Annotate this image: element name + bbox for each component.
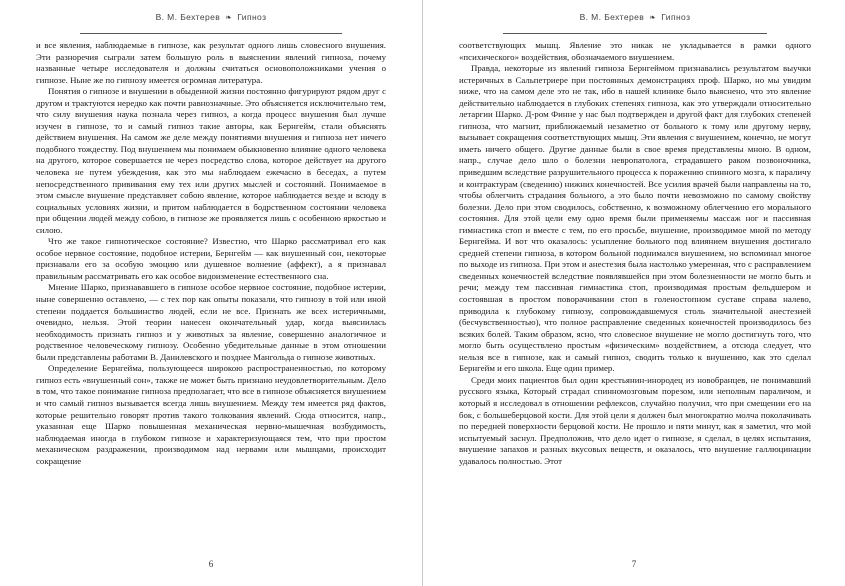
paragraph: Правда, некоторые из явлений гипноза Бернгеймом признавались результатом выучки истеричных в Сальпетриере при постоянных демонстрациях проф. Шарко, но мы увидим ниже, что на самом деле это не так, ибо в нашей клинике было выяснено, что это явление действительно наблюдается в глубоких степенях гипноза, как это утверждали относительно летаргии Шарко. Д-ром Финне у нас был подтвержден и другой факт для глубоких степеней гипноза, что магнит, приближаемый незаметно от больного к тому или другому нерву, вызывает сокращения соответствующих мышц. Эти явления с внушением, конечно, не могут иметь ничего общего. Другие данные были в свое время представлены мною. В одном, напр., случае дело шло о болезни невропатолога, страдавшего раком позвоночника, приведшим вследствие разрушительного процесса к поражению спинного мозга, к параличу и контрактурам (сведению) нижних конечностей. Все усилия врачей были направлены на то, чтобы облегчить страдания больного, а это было почти невозможно по самому свойству болезни. Дело при этом сводилось, собственно, к возможному облегчению его морального состояния. Для этой цели ему одно время были применяемы массаж ног и пассивная гимнастика стоп и вместе с тем, по его просьбе, внушение, производимое мной по методу Бернгейма. И вот что оказалось: усыпление больного под влиянием внушения достигало средней степени гипноза, в котором больной поднимался внушением, но вспоминал многое по выходе из гипноза. При этом и анестезия была настолько умеренная, что с расправлением сведенных конечностей вследствие появлявшейся при этом болезненности не могло быть и речи; между тем пассивная гимнастика стоп, производимая простым фельдшером и состоявшая в простом поворачивании стоп в голеностопном суставе справа налево, приводила к глубокому гипнозу, сопровождавшемуся столь значительной анестезией (бесчувственностью), что полное расправление сведенных конечностей производилось без всяких болей. Таким образом, ясно, что словесное внушение не могло достигнуть того, что могло быть осуществлено простым «физическим» воздействием, а отсюда следует, что нельзя все в гипнозе, как и самый гипноз, сводить только к внушению, как это сделал Бернгейм и его школа. Еще один пример. bbox=[459, 63, 811, 374]
paragraph: Определение Бернгейма, пользующееся широкою распространенностью, по которому гипноз есть «внушенный сон», также не может быть признано неудовлетворительным. Дело в том, что такое понимание гипноза предполагает, что все в гипнозе объясняется внушением и что самый гипноз вызывается всегда лишь внушением. Между тем имеется ряд фактов, которые решительно говорят против такого толкования явлений. Сюда относится, напр., указанная еще Шарко повышенная механическая нервно-мышечная возбудимость, наблюдаемая иногда в глубоком гипнозе и характеризующаяся тем, что при простом механическом раздражении, производимом над нервами или мышцами, происходит сокращение bbox=[36, 363, 386, 466]
page-number-left: 6 bbox=[208, 559, 214, 569]
paragraph: Что же такое гипнотическое состояние? Известно, что Шарко рассматривал его как особое нервное состояние, подобное истерии, Бернгейм — как внушенный сон, некоторые признавали его за особую эмоцию или душевное волнение (аффект), а я признавал правильным рассматривать его как особое видоизменение естественного сна. bbox=[36, 236, 386, 281]
right-page bbox=[423, 0, 845, 586]
paragraph: Мнение Шарко, признававшего в гипнозе особое нервное состояние, подобное истерии, ныне совершенно оставлено, — с тех пор как опыты показали, что гипнозу в той или иной степени поддается большинство людей, если не все. Признать же всех истеричными, очевидно, нельзя. Этой теории нанесен окончательный удар, когда выяснилась необходимость признать гипноз и у животных за явление, совершенно аналогичное и родственное человеческому гипнозу. Особенно убедительные данные в этом отношении были представлены работами В. Данилевского и позднее Мангольда о гипнозе животных. bbox=[36, 282, 386, 362]
header-title: Гипноз bbox=[237, 12, 267, 22]
header-author: В. М. Бехтерев bbox=[579, 12, 645, 22]
left-page bbox=[0, 0, 422, 586]
paragraph: соответствующих мышц. Явление это никак не укладывается в рамки одного «психического» воздействия, обозначаемого внушением. bbox=[459, 40, 811, 62]
paragraph: Среди моих пациентов был один крестьянин-инородец из новобранцев, не понимавший русского языка, Который страдал спинномозговым порезом, или неполным параличом, и который я исследовал в отношении рефлексов, случайно получил, что при смещении его на бок, с большеберцовой кости. Для этой цели я должен был многократно молча поколачивать по передней поверхности берцовой кости. Не прошло и пяти минут, как я заметил, что мой испытуемый заснул. Предположив, что дело идет о гипнозе, я сделал, в целях испытания, внушение запахов и разных вкусовых веществ, и оказалось, что внушение галлюцинации удавалось полностью. Этот bbox=[459, 374, 811, 466]
header-title: Гипноз bbox=[661, 12, 691, 22]
running-header-right bbox=[503, 0, 767, 34]
fleuron-ornament-icon: ❧ bbox=[225, 13, 233, 22]
page-body-right bbox=[459, 40, 811, 467]
fleuron-ornament-icon: ❧ bbox=[649, 13, 657, 22]
header-author: В. М. Бехтерев bbox=[155, 12, 221, 22]
page-number-right: 7 bbox=[631, 559, 637, 569]
paragraph: Понятия о гипнозе и внушении в обыденной жизни постоянно фигурируют рядом друг с другом и трактуются нередко как почти равнозначные. Это объясняется исключительно тем, что силу внушения наука познала через гипноз, а когда процесс внушения был лучше изучен в гипнозе, то и самый гипноз такие авторы, как Бернгейм, стали объяснять действием внушения. На самом же деле между понятиями внушения и гипноза нет ничего подобного тождеству. Под внушением мы понимаем обыкновенно влияние одного человека на другого, которое совершается не через посредство слова, которое действует на другого человека не путем убеждения, как это мы наблюдаем ежечасно в беседах, а путем непосредственного прививания ему тех или других мыслей и состояний. Понимаемое в этом смысле внушение представляет собою явление, которое наблюдается везде и всюду в социальных условиях жизни, и притом наблюдается в бодрственном состоянии человека при общении людей между собою, в гипнозе же проявляется лишь с особенною яркостью и силою. bbox=[36, 86, 386, 235]
running-header-left bbox=[80, 0, 342, 34]
page-body-left bbox=[36, 40, 386, 467]
paragraph: и все явления, наблюдаемые в гипнозе, как результат одного лишь словесного внушения. Эти разноречия сыграли затем большую роль в выяснении явлений гипноза, почему названные четыре исследователя и должны считаться основоположниками учения о гипнозе. Ныне же по гипнозу имеется огромная литература. bbox=[36, 40, 386, 85]
